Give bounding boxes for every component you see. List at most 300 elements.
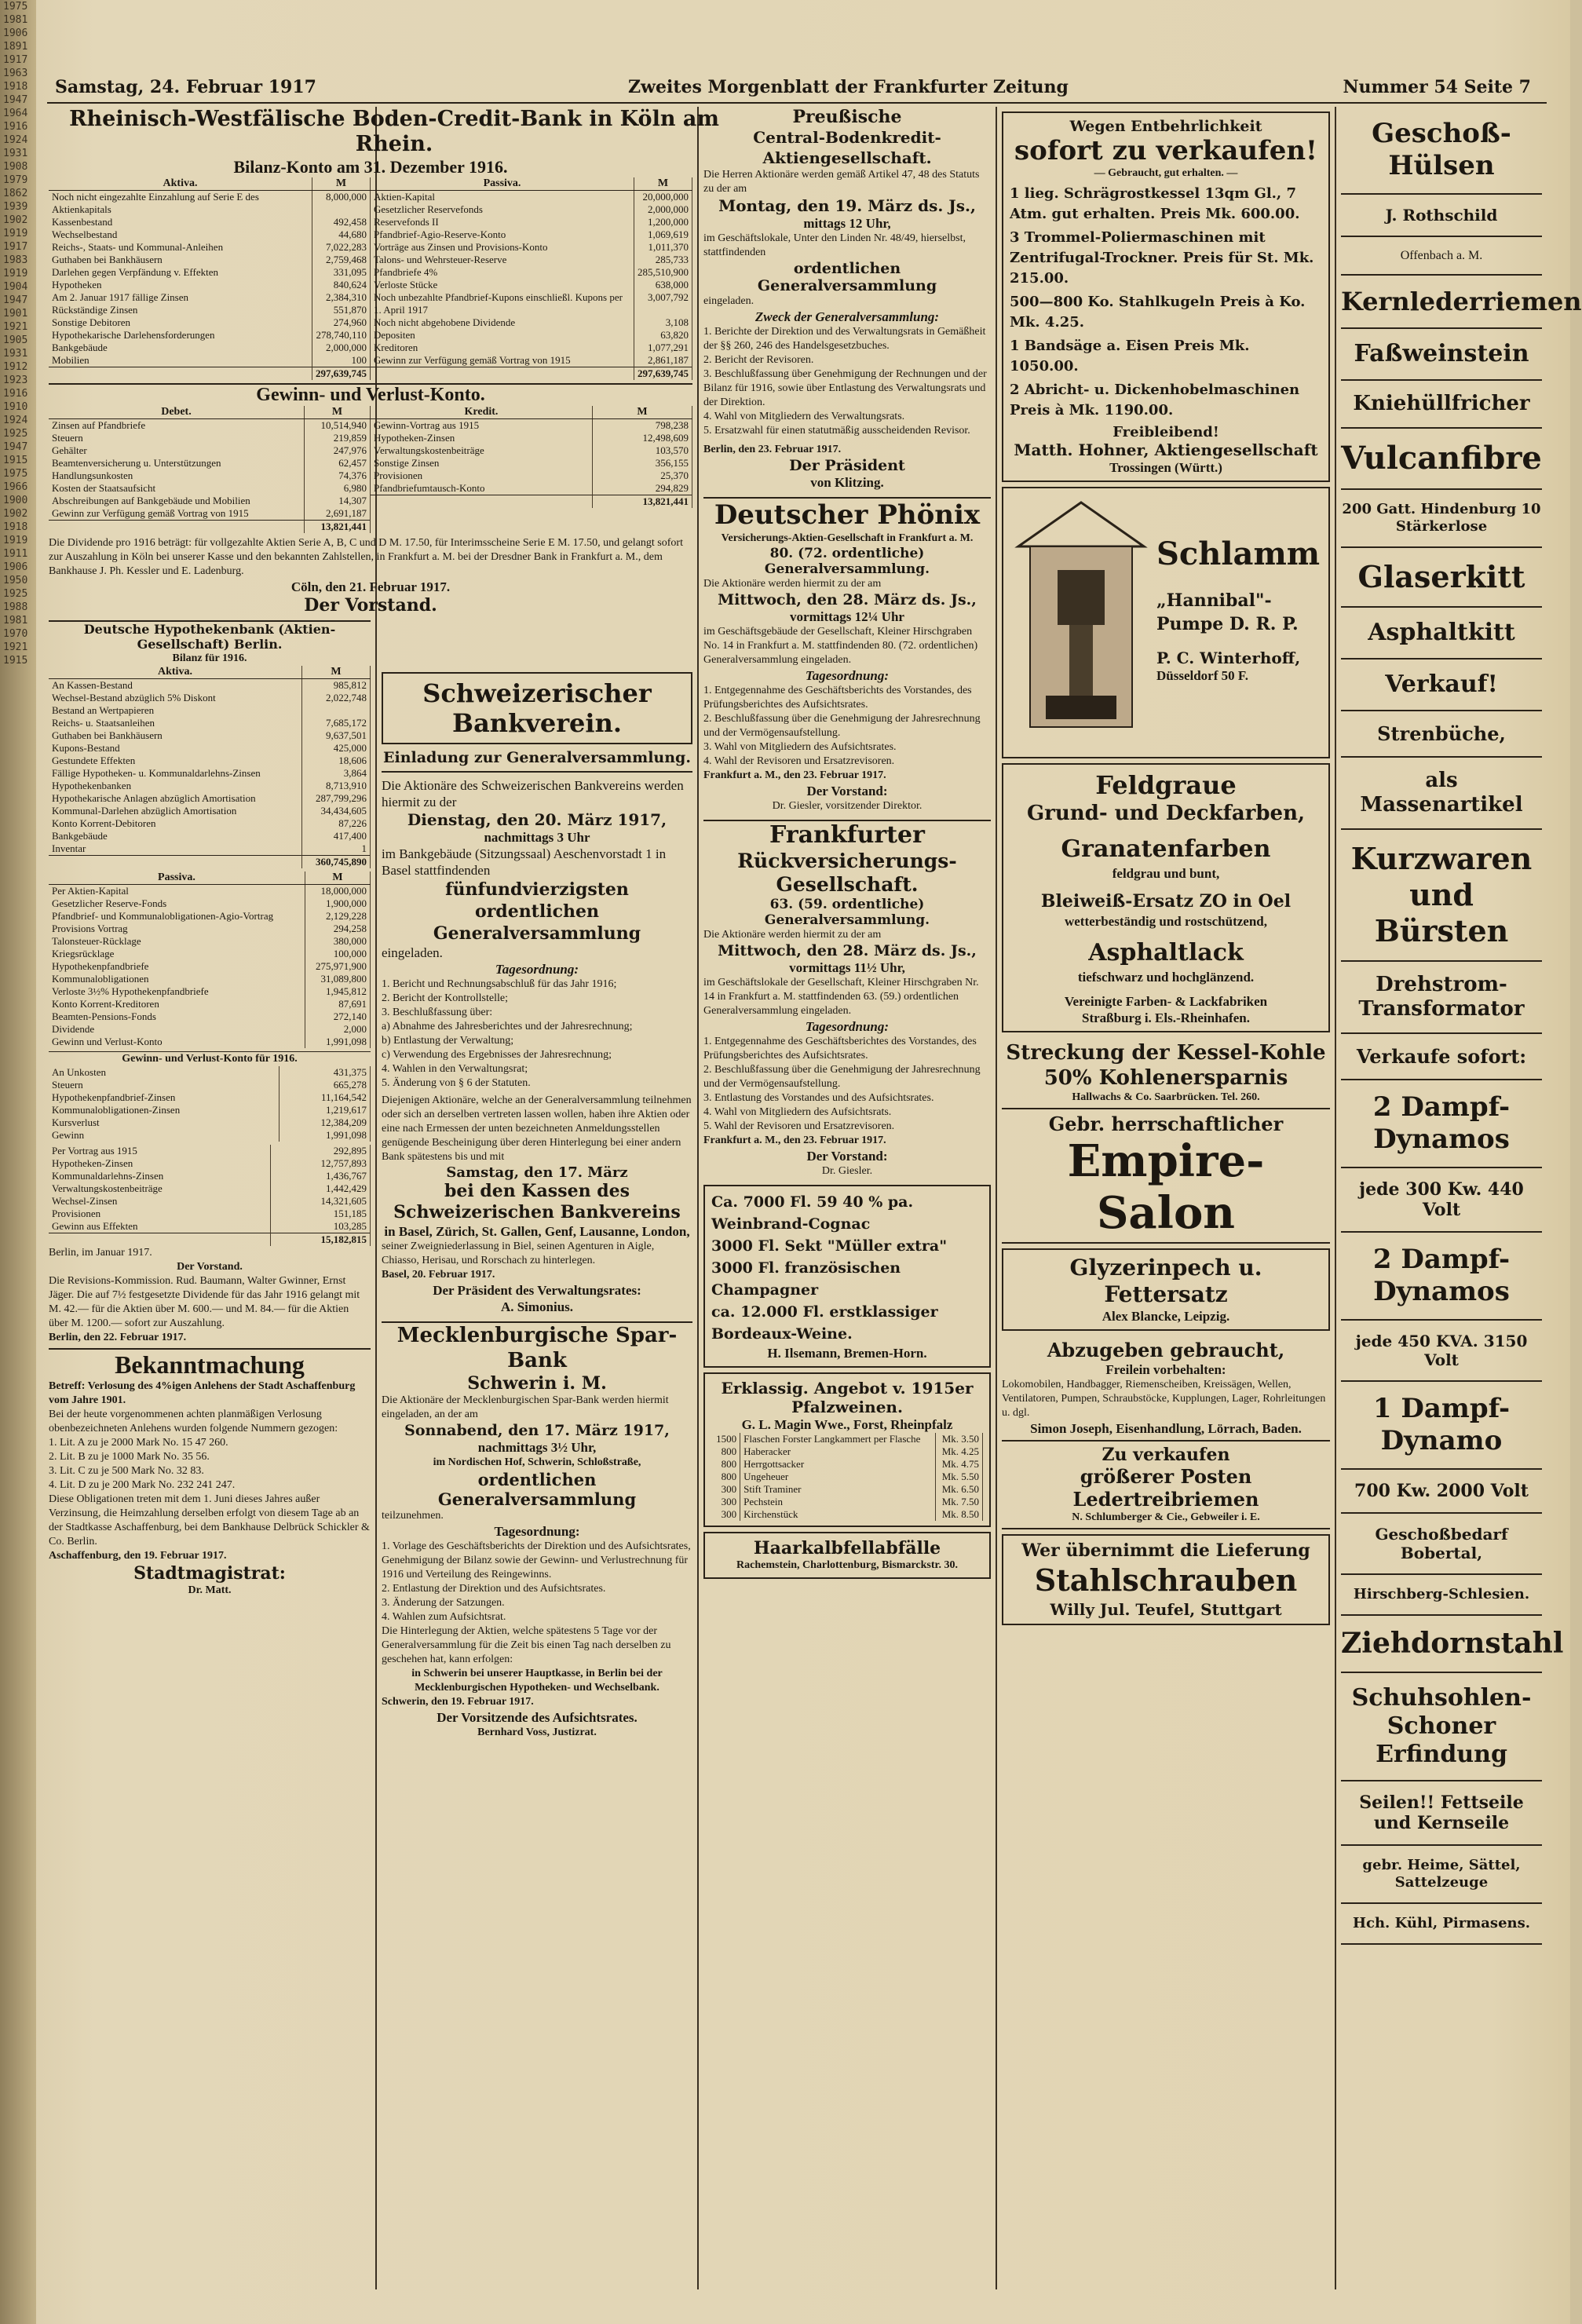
fr-sign: Der Vorstand: — [806, 1149, 888, 1164]
table-row — [371, 191, 692, 204]
cognac-ad — [703, 1185, 991, 1368]
table-row — [49, 885, 371, 898]
gv-title: Gewinn- und Verlust-Konto. — [49, 383, 692, 406]
fr-place: im Geschäftslokale der Gesellschaft, Kleiner Hirschgraben Nr. 14 in Frankfurt a. M. stattfindenden 63. (59.) ordentlichen Generalversammlung eingeladen. — [703, 977, 979, 1017]
small-ad-a23: Ziehdornstahl — [1341, 1616, 1542, 1673]
meck-time: nachmittags 3½ Uhr, — [477, 1440, 597, 1455]
bekanntmachung-date: Aschaffenburg, den 19. Februar 1917. — [49, 1550, 227, 1562]
feld-10: Straßburg i. Els.-Rheinhafen. — [1082, 1010, 1250, 1025]
pz-gv: ordentlichen Generalversammlung — [757, 260, 937, 294]
row-value: 1,077,291 — [634, 342, 692, 354]
list-item: 2. Beschlußfassung über die Genehmigung der Jahresrechnung und der Vermögensaufstellung. — [703, 713, 981, 739]
table-row — [711, 1483, 983, 1496]
pz-sign: Der Präsident — [789, 457, 905, 474]
pz-invite: eingeladen. — [703, 295, 754, 307]
wine-price: Mk. 5.50 — [936, 1471, 983, 1483]
row-value: 294,829 — [592, 482, 692, 495]
table-row — [49, 948, 371, 960]
row-label: Mobilien — [49, 354, 312, 367]
sbv-place: im Bankgebäude (Sitzungssaal) Aeschenvorstadt 1 in Basel stattfindenden — [382, 846, 667, 878]
table-row — [371, 342, 692, 354]
row-value: 425,000 — [301, 742, 370, 755]
wine-qty: 300 — [711, 1496, 740, 1508]
row-label: Reichs-, Staats- und Kommunal-Anleihen — [49, 241, 312, 254]
wine-name: Flaschen Forster Langkammert per Flasche — [740, 1433, 936, 1445]
table-row — [371, 228, 692, 241]
dp-subtitle: Versicherungs-Aktien-Gesellschaft in Frankfurt a. M. — [721, 532, 974, 544]
row-label: Noch unbezahlte Pfandbrief-Kupons einschließl. Kupons per 1. April 1917 — [371, 291, 634, 316]
row-label: Zinsen auf Pfandbriefe — [49, 419, 304, 433]
gutter-number: 1983 — [3, 254, 28, 266]
row-label: An Unkosten — [49, 1066, 279, 1079]
sbv-tagesordnung: Tagesordnung: — [495, 962, 579, 977]
small-ad-a21: Geschoßbedarf Bobertal, — [1341, 1514, 1542, 1575]
page-header — [47, 72, 1547, 104]
row-label: Am 2. Januar 1917 fällige Zinsen — [49, 291, 312, 304]
list-item: 4. Wahl von Mitgliedern des Verwaltungsrats. — [703, 411, 905, 422]
row-label: Inventar — [49, 842, 301, 856]
row-value: 10,514,940 — [304, 419, 370, 433]
meck-text: Die Hinterlegung der Aktien, welche spätestens 5 Tage vor der Generalversammlung für die Zeit bis einen Tag nach derselben zu geschehen hat, kann erfolgen: — [382, 1625, 671, 1665]
row-value: 1 — [301, 842, 370, 856]
list-item: 2. Bericht der Revisoren. — [703, 354, 814, 366]
list-item: 3. Lit. C zu je 500 Mark No. 32 83. — [49, 1465, 204, 1477]
table-row — [49, 960, 371, 973]
wine-price: Mk. 4.25 — [936, 1445, 983, 1458]
row-value: 87,226 — [301, 817, 370, 830]
small-ad-a3: Faßweinstein — [1341, 329, 1542, 381]
feld-6: wetterbeständig und rostschützend, — [1064, 914, 1267, 929]
header-date: Samstag, 24. Februar 1917 — [55, 77, 316, 97]
kredit-table: Kredit. M Gewinn-Vortrag aus 1915 798,238 Hypotheken-Zinsen 12,498,609 Verwaltungskostenbeiträge 103,570 Sonstige Zinsen 356,155 Provisionen 25,370 Pfandbriefumtausch-Konto 294,829 13,821,441 — [371, 406, 692, 508]
gutter-number: 1981 — [3, 615, 28, 627]
small-ad-a9: Verkauf! — [1341, 660, 1542, 711]
gutter-number: 1979 — [3, 174, 28, 186]
row-label: Steuern — [49, 432, 304, 444]
row-label: Kreditoren — [371, 342, 634, 354]
hohner-gebraucht: — Gebraucht, gut erhalten. — — [1094, 167, 1238, 179]
dhb-passiva-header: Passiva. — [49, 872, 305, 885]
row-label: Provisionen — [49, 1208, 271, 1220]
row-value: 12,757,893 — [271, 1157, 371, 1170]
list-item: 2. Entlastung der Direktion und des Aufsichtsrates. — [382, 1583, 606, 1595]
row-value: 2,000,000 — [634, 203, 692, 216]
gutter-number: 1901 — [3, 308, 28, 320]
row-label: Gehälter — [49, 444, 304, 457]
row-value: 25,370 — [592, 470, 692, 482]
sbv-text: Diejenigen Aktionäre, welche an der Generalversammlung teilnehmen oder sich an derselben vertreten lassen wollen, haben ihre Aktien oder eine nach Ermessen der unten bezeichneten Anmeldungsstellen genügende Bescheinigung über deren Hinterlegung bei einer andern Bank spätestens bis und mit — [382, 1094, 692, 1163]
gutter-number: 1908 — [3, 161, 28, 173]
dhb-text: Die Revisions-Kommission. Rud. Baumann, Walter Gwinner, Ernst Jäger. Die auf 7½ festgesetzte Dividende für das Jahr 1916 gelangt mit M. 42.— für die Aktien über M. 600.— und M. 84.— für die Aktien über M. 1200.— sofort zur Auszahlung. — [49, 1275, 360, 1329]
abz-text: Lokomobilen, Handbagger, Riemenscheiben, Kreissägen, Wellen, Ventilatoren, Pumpen, Schraubstöcke, Kupplungen, Lager, Rohrleitungen u. dgl. — [1002, 1379, 1326, 1419]
row-label: Aktien-Kapital — [371, 191, 634, 204]
row-value: 287,799,296 — [301, 792, 370, 805]
verk-3: N. Schlumberger & Cie., Gebweiler i. E. — [1072, 1511, 1260, 1523]
table-row — [371, 419, 692, 433]
row-value: 74,376 — [304, 470, 370, 482]
table-row — [371, 482, 692, 495]
gutter-number: 1964 — [3, 108, 28, 119]
sbv-title: Schweizerischer Bankverein. — [422, 678, 652, 738]
table-row — [49, 457, 371, 470]
gutter-number: 1917 — [3, 54, 28, 66]
wine-qty: 800 — [711, 1445, 740, 1458]
table-row — [49, 755, 371, 767]
wine-name: Ungeheuer — [740, 1471, 936, 1483]
hohner-freibleibend: Freibleibend! — [1113, 424, 1219, 440]
table-row — [49, 241, 371, 254]
sbv-bei: bei den Kassen des Schweizerischen Bankvereins — [393, 1181, 681, 1222]
table-row — [711, 1433, 983, 1445]
row-value: 1,219,617 — [279, 1104, 371, 1116]
row-value: 292,895 — [271, 1145, 371, 1157]
table-row — [49, 910, 371, 923]
table-row — [49, 1036, 371, 1048]
gutter-number: 1918 — [3, 81, 28, 93]
table-row — [49, 304, 371, 316]
dhb-debet-table — [49, 1066, 371, 1142]
row-label: Hypothekenpfandbriefe — [49, 960, 305, 973]
list-item: 2. Lit. B zu je 1000 Mark No. 35 56. — [49, 1451, 210, 1463]
table-row — [371, 279, 692, 291]
small-ad-a2: Kernlederriemen — [1341, 276, 1542, 329]
list-item: 3. Änderung der Satzungen. — [382, 1597, 505, 1609]
small-ad-a13: Drehstrom-Transformator — [1341, 962, 1542, 1034]
dp-date-2: Frankfurt a. M., den 23. Februar 1917. — [703, 769, 886, 781]
row-label: Verloste Stücke — [371, 279, 634, 291]
feldgrau-ad — [1002, 763, 1330, 1032]
small-ad-a1: Geschoß-Hülsen — [1341, 107, 1542, 195]
dhb-vorstand: Der Vorstand. — [177, 1261, 243, 1273]
table-row — [371, 470, 692, 482]
table-row — [49, 1010, 371, 1023]
row-label: Handlungsunkosten — [49, 470, 304, 482]
meck-sign-name: Bernhard Voss, Justizrat. — [477, 1727, 597, 1738]
table-row — [371, 316, 692, 329]
table-row — [49, 354, 371, 367]
pz-agenda — [703, 325, 991, 438]
sbv-title-box — [382, 672, 692, 744]
table-row — [49, 1104, 371, 1116]
pfalz-price-table — [711, 1433, 983, 1521]
row-value: 1,200,000 — [634, 216, 692, 228]
row-label: Beamten-Pensions-Fonds — [49, 1010, 305, 1023]
small-ad-a25: Seilen!! Fettseile und Kernseile — [1341, 1781, 1542, 1846]
table-row — [711, 1471, 983, 1483]
table-row — [371, 457, 692, 470]
glyz-2: Alex Blancke, Leipzig. — [1102, 1309, 1230, 1324]
table-row — [49, 470, 371, 482]
wine-name: Stift Traminer — [740, 1483, 936, 1496]
bilanz-title: Bilanz-Konto am 31. Dezember 1916. — [233, 157, 508, 177]
dhb-subtitle: Bilanz für 1916. — [172, 652, 247, 664]
row-value: 6,980 — [304, 482, 370, 495]
gutter-number: 1916 — [3, 388, 28, 400]
table-row — [49, 1208, 371, 1220]
debet-total: 13,821,441 — [304, 521, 370, 534]
row-value: 100 — [312, 354, 371, 367]
small-ad-a17: 2 Dampf-Dynamos — [1341, 1233, 1542, 1321]
pump-illustration — [1014, 499, 1148, 735]
sbv-invite: eingeladen. — [382, 945, 443, 960]
fr-agenda — [703, 1035, 991, 1134]
row-value: 31,089,800 — [305, 973, 370, 985]
meck-agenda — [382, 1540, 692, 1624]
wine-price: Mk. 6.50 — [936, 1483, 983, 1496]
cognac-line: 3000 Fl. Sekt "Müller extra" — [711, 1237, 948, 1255]
schlamm-pump: „Hannibal"-Pumpe D. R. P. — [1156, 590, 1299, 634]
row-value: 8,000,000 — [312, 191, 371, 217]
row-value: 1,945,812 — [305, 985, 370, 998]
row-label: Hypotheken — [49, 279, 312, 291]
sbv-gv: fünfundvierzigsten ordentlichen Generalversammlung — [433, 879, 641, 944]
table-row — [49, 329, 371, 342]
row-value: 798,238 — [592, 419, 692, 433]
kohle-1: Streckung der Kessel-Kohle — [1006, 1041, 1326, 1065]
cognac-line: ca. 12.000 Fl. erstklassiger Bordeaux-Weine. — [711, 1303, 938, 1343]
row-label: Gestundete Effekten — [49, 755, 301, 767]
meck-intro: Die Aktionäre der Mecklenburgischen Spar-Bank werden hiermit eingeladen, an der am — [382, 1394, 669, 1420]
small-ad-a7: Glaserkitt — [1341, 548, 1542, 608]
gutter-number: 1947 — [3, 294, 28, 306]
dhb-date: Berlin, den 22. Februar 1917. — [49, 1332, 187, 1343]
dhb-gv-title: Gewinn- und Verlust-Konto für 1916. — [49, 1051, 371, 1066]
table-row — [371, 203, 692, 216]
cognac-line: 3000 Fl. französischen Champagner — [711, 1259, 901, 1299]
table-row — [49, 216, 371, 228]
row-value: 20,000,000 — [634, 191, 692, 204]
table-row — [49, 432, 371, 444]
gutter-number: 1923 — [3, 375, 28, 386]
row-label: Talons- und Wehrsteuer-Reserve — [371, 254, 634, 266]
stahl-1: Wer übernimmt die Lieferung — [1021, 1540, 1310, 1561]
gutter-number: 1906 — [3, 27, 28, 39]
row-label: Gesetzlicher Reservefonds — [371, 203, 634, 216]
gutter-number: 1924 — [3, 415, 28, 426]
row-value: 87,691 — [305, 998, 370, 1010]
row-label: Wechselbestand — [49, 228, 312, 241]
row-value: 356,155 — [592, 457, 692, 470]
gutter-number: 1912 — [3, 361, 28, 373]
row-label: Kommunaldarlehns-Zinsen — [49, 1170, 271, 1182]
gutter-number: 1950 — [3, 575, 28, 586]
row-label: Bankgebäude — [49, 830, 301, 842]
gutter-number: 1910 — [3, 401, 28, 413]
row-label: Verloste 3½% Hypothekenpfandbriefe — [49, 985, 305, 998]
row-label: Darlehen gegen Verpfändung v. Effekten — [49, 266, 312, 279]
dividend-place: Cöln, den 21. Februar 1917. — [290, 579, 451, 594]
row-label: Dividende — [49, 1023, 305, 1036]
table-row — [49, 482, 371, 495]
table-row — [49, 1023, 371, 1036]
row-label: Gewinn-Vortrag aus 1915 — [371, 419, 592, 433]
dhb-aktiva-table: Aktiva. M An Kassen-Bestand 985,812 Wechsel-Bestand abzüglich 5% Diskont 2,022,748 Bestand an Wertpapieren Reichs- u. Staatsanleihen 7,685,172 Guthaben bei Bankhäusern 9,637,501 Kupons-Bestand 425,000 Gestundete Effekten 18,606 Fällige Hypotheken- u. Kommunaldarlehns-Zinsen 3,864 Hypothekenbanken 8,713,910 Hypothekarische Anlagen abzüglich Amortisation 287,799,296 Kommunal-Darlehen abzüglich Amortisation 34,434,605 Konto Korrent-Debitoren 87,226 Bankgebäude 417,400 Inventar 1 360,745,890 — [49, 666, 371, 868]
row-value: 638,000 — [634, 279, 692, 291]
row-label: Gewinn — [49, 1129, 279, 1142]
row-label: Depositen — [371, 329, 634, 342]
row-value: 272,140 — [305, 1010, 370, 1023]
feld-9: Vereinigte Farben- & Lackfabriken — [1064, 994, 1268, 1009]
table-row — [49, 817, 371, 830]
sbv-time: nachmittags 3 Uhr — [484, 830, 590, 845]
aktiva-table: Aktiva. M Noch nicht eingezahlte Einzahlung auf Serie E des Aktienkapitals 8,000,000 Kassenbestand 492,458 Wechselbestand 44,680 Reichs-, Staats- und Kommunal-Anleihen 7,022,283 Guthaben bei Bankhäusern 2,759,468 Darlehen gegen Verpfändung v. Effekten 331,095 Hypotheken 840,624 Am 2. Januar 1917 fällige Zinsen 2,384,310 Rückständige Zinsen 551,870 Sonstige Debitoren 274,960 Hypothekarische Darlehensforderungen 278,740,110 Bankgebäude 2,000,000 Mobilien 100 297,639,745 — [49, 177, 371, 380]
meck-invite: teilzunehmen. — [382, 1510, 444, 1522]
list-item: 1. Vorlage des Geschäftsberichts der Direktion und des Aufsichtsrates, Genehmigung der Bilanz sowie der Gewinn- und Verlustrechnung für 1916 und Verteilung des Reingewinns. — [382, 1540, 691, 1580]
table-row — [49, 985, 371, 998]
feld-7: Asphaltlack — [1088, 939, 1244, 967]
row-value: 2,000 — [305, 1023, 370, 1036]
gutter-number: 1916 — [3, 121, 28, 133]
table-row — [49, 419, 371, 433]
table-row — [49, 935, 371, 948]
wine-name: Pechstein — [740, 1496, 936, 1508]
gutter-number: 1902 — [3, 214, 28, 226]
fr-date: Mittwoch, den 28. März ds. Js., — [718, 942, 977, 959]
dp-intro: Die Aktionäre werden hiermit zu der am — [703, 578, 882, 590]
row-value: 551,870 — [312, 304, 371, 316]
meck-gv: ordentlichen Generalversammlung — [437, 1470, 637, 1509]
row-value: 100,000 — [305, 948, 370, 960]
table-row — [711, 1458, 983, 1471]
row-label: Talonsteuer-Rücklage — [49, 935, 305, 948]
row-label: Kursverlust — [49, 1116, 279, 1129]
row-label: Konto Korrent-Kreditoren — [49, 998, 305, 1010]
table-row — [49, 228, 371, 241]
pfalz-ad — [703, 1372, 991, 1527]
sbv-agenda — [382, 977, 692, 1091]
row-value: 1,069,619 — [634, 228, 692, 241]
bekanntmachung-list — [49, 1436, 371, 1493]
table-row — [371, 432, 692, 444]
row-value: 1,991,098 — [279, 1129, 371, 1142]
gutter-number: 1919 — [3, 228, 28, 239]
list-item: 1. Berichte der Direktion und des Verwaltungsrats in Gemäßheit der §§ 260, 246 des Handelsgesetzbuches. — [703, 326, 986, 352]
table-row — [711, 1445, 983, 1458]
list-item: 1. Entgegennahme des Geschäftsberichtes des Vorstandes, des Prüfungsberichtes des Aufsichtsrates. — [703, 1036, 977, 1062]
machine-item: 1 lieg. Schrägrostkessel 13qm Gl., 7 Atm. gut erhalten. Preis Mk. 600.00. — [1010, 185, 1300, 222]
table-row — [49, 729, 371, 742]
dhb-total: 15,182,815 — [271, 1233, 371, 1247]
small-ad-a1c: Offenbach a. M. — [1341, 237, 1542, 276]
bank-title: Rheinisch-Westfälische Boden-Credit-Bank in Köln am Rhein. — [69, 107, 719, 156]
row-label: Rückständige Zinsen — [49, 304, 312, 316]
dp-place: im Geschäftsgebäude der Gesellschaft, Kleiner Hirschgraben No. 14 in Frankfurt a. M. stattfindenden 80. (72. ordentlichen) Generalversammlung eingeladen. — [703, 626, 978, 666]
table-row — [49, 1129, 371, 1142]
wine-price: Mk. 7.50 — [936, 1496, 983, 1508]
row-label: Verwaltungskostenbeiträge — [49, 1182, 271, 1195]
sbv-intro: Die Aktionäre des Schweizerischen Bankvereins werden hiermit zu der — [382, 778, 684, 809]
row-label: Kosten der Staatsaufsicht — [49, 482, 304, 495]
feld-1: Feldgraue — [1095, 770, 1237, 800]
row-label: Guthaben bei Bankhäusern — [49, 254, 312, 266]
gutter-number: 1911 — [3, 548, 28, 560]
meck-date: Sonnabend, den 17. März 1917, — [404, 1422, 670, 1439]
table-row — [711, 1496, 983, 1508]
row-label: Hypothekenbanken — [49, 780, 301, 792]
wine-price: Mk. 4.75 — [936, 1458, 983, 1471]
row-value: 294,258 — [305, 923, 370, 935]
small-ad-a26: gebr. Heime, Sättel, Sattelzeuge — [1341, 1846, 1542, 1904]
stahl-3: Willy Jul. Teufel, Stuttgart — [1050, 1600, 1282, 1619]
row-label: Bestand an Wertpapieren — [49, 704, 301, 717]
wine-name: Haberacker — [740, 1445, 936, 1458]
sbv-subtitle: Einladung zur Generalversammlung. — [383, 749, 691, 766]
row-value: 7,022,283 — [312, 241, 371, 254]
row-label: Kommunalobligationen-Zinsen — [49, 1104, 279, 1116]
table-row — [49, 830, 371, 842]
haar-title: Haarkalbfellabfälle — [753, 1538, 941, 1558]
empire-ad — [1002, 1109, 1330, 1244]
row-value: 285,733 — [634, 254, 692, 266]
fr-gv: 63. (59. ordentliche) Generalversammlung. — [764, 897, 930, 928]
wine-name: Kirchenstück — [740, 1508, 936, 1521]
gutter-number: 1917 — [3, 241, 28, 253]
dp-title: Deutscher Phönix — [714, 499, 981, 531]
meck-title: Mecklenburgische Spar-Bank — [396, 1324, 678, 1372]
machine-item: 500—800 Ko. Stahlkugeln Preis à Ko. Mk. 4.25. — [1010, 294, 1306, 331]
gutter-number: 1925 — [3, 428, 28, 440]
small-ad-a22: Hirschberg-Schlesien. — [1341, 1575, 1542, 1616]
row-label: Per Vortrag aus 1915 — [49, 1145, 271, 1157]
small-ad-a14: Verkaufe sofort: — [1341, 1034, 1542, 1080]
schlamm-firm: P. C. Winterhoff, — [1156, 649, 1301, 667]
cognac-sign: H. Ilsemann, Bremen-Horn. — [767, 1346, 927, 1361]
wine-name: Herrgottsacker — [740, 1458, 936, 1471]
wine-price: Mk. 3.50 — [936, 1433, 983, 1445]
pz-date: Montag, den 19. März ds. Js., — [718, 196, 976, 215]
row-label: Wechsel-Zinsen — [49, 1195, 271, 1208]
table-row — [49, 923, 371, 935]
table-row — [49, 742, 371, 755]
table-row — [371, 291, 692, 316]
column-rule — [1335, 107, 1336, 2289]
table-row — [49, 780, 371, 792]
adjacent-page-edge — [0, 0, 36, 2324]
gutter-number: 1981 — [3, 14, 28, 26]
row-value: 9,637,501 — [301, 729, 370, 742]
small-ad-a15: 2 Dampf-Dynamos — [1341, 1080, 1542, 1168]
vorstand-sign: Der Vorstand. — [304, 595, 437, 616]
row-label: Hypothekarische Darlehensforderungen — [49, 329, 312, 342]
list-item: 4. Wahlen zum Aufsichtsrat. — [382, 1611, 506, 1623]
table-row — [49, 842, 371, 856]
table-row — [371, 354, 692, 367]
schlamm-ad — [1002, 487, 1330, 758]
haar-text: Rachemstein, Charlottenburg, Bismarckstr. 30. — [736, 1559, 958, 1571]
abz-2: Freilein vorbehalten: — [1105, 1362, 1226, 1377]
gutter-number: 1921 — [3, 641, 28, 653]
row-label: Steuern — [49, 1079, 279, 1091]
table-row — [49, 998, 371, 1010]
table-row — [49, 495, 371, 507]
dp-sign: Der Vorstand: — [806, 784, 888, 798]
gutter-number: 1931 — [3, 148, 28, 159]
gutter-number: 1975 — [3, 1, 28, 13]
gutter-number: 1924 — [3, 134, 28, 146]
table-row — [371, 241, 692, 254]
pz-place: im Geschäftslokale, Unter den Linden Nr. 48/49, hierselbst, stattfindenden — [703, 232, 966, 258]
row-label: Wechsel-Bestand abzüglich 5% Diskont — [49, 692, 301, 704]
row-value: 1,011,370 — [634, 241, 692, 254]
row-label: Kommunalobligationen — [49, 973, 305, 985]
pz-date-2: Berlin, den 23. Februar 1917. — [703, 444, 842, 455]
row-value: 275,971,900 — [305, 960, 370, 973]
passiva-total: 297,639,745 — [634, 367, 692, 381]
feld-3: Granatenfarben — [1061, 835, 1271, 863]
row-label: Reichs- u. Staatsanleihen — [49, 717, 301, 729]
machine-item: 2 Abricht- u. Dickenhobelmaschinen Preis à Mk. 1190.00. — [1010, 382, 1300, 418]
pz-intro: Die Herren Aktionäre werden gemäß Artikel 47, 48 des Statuts zu der am — [703, 169, 980, 195]
